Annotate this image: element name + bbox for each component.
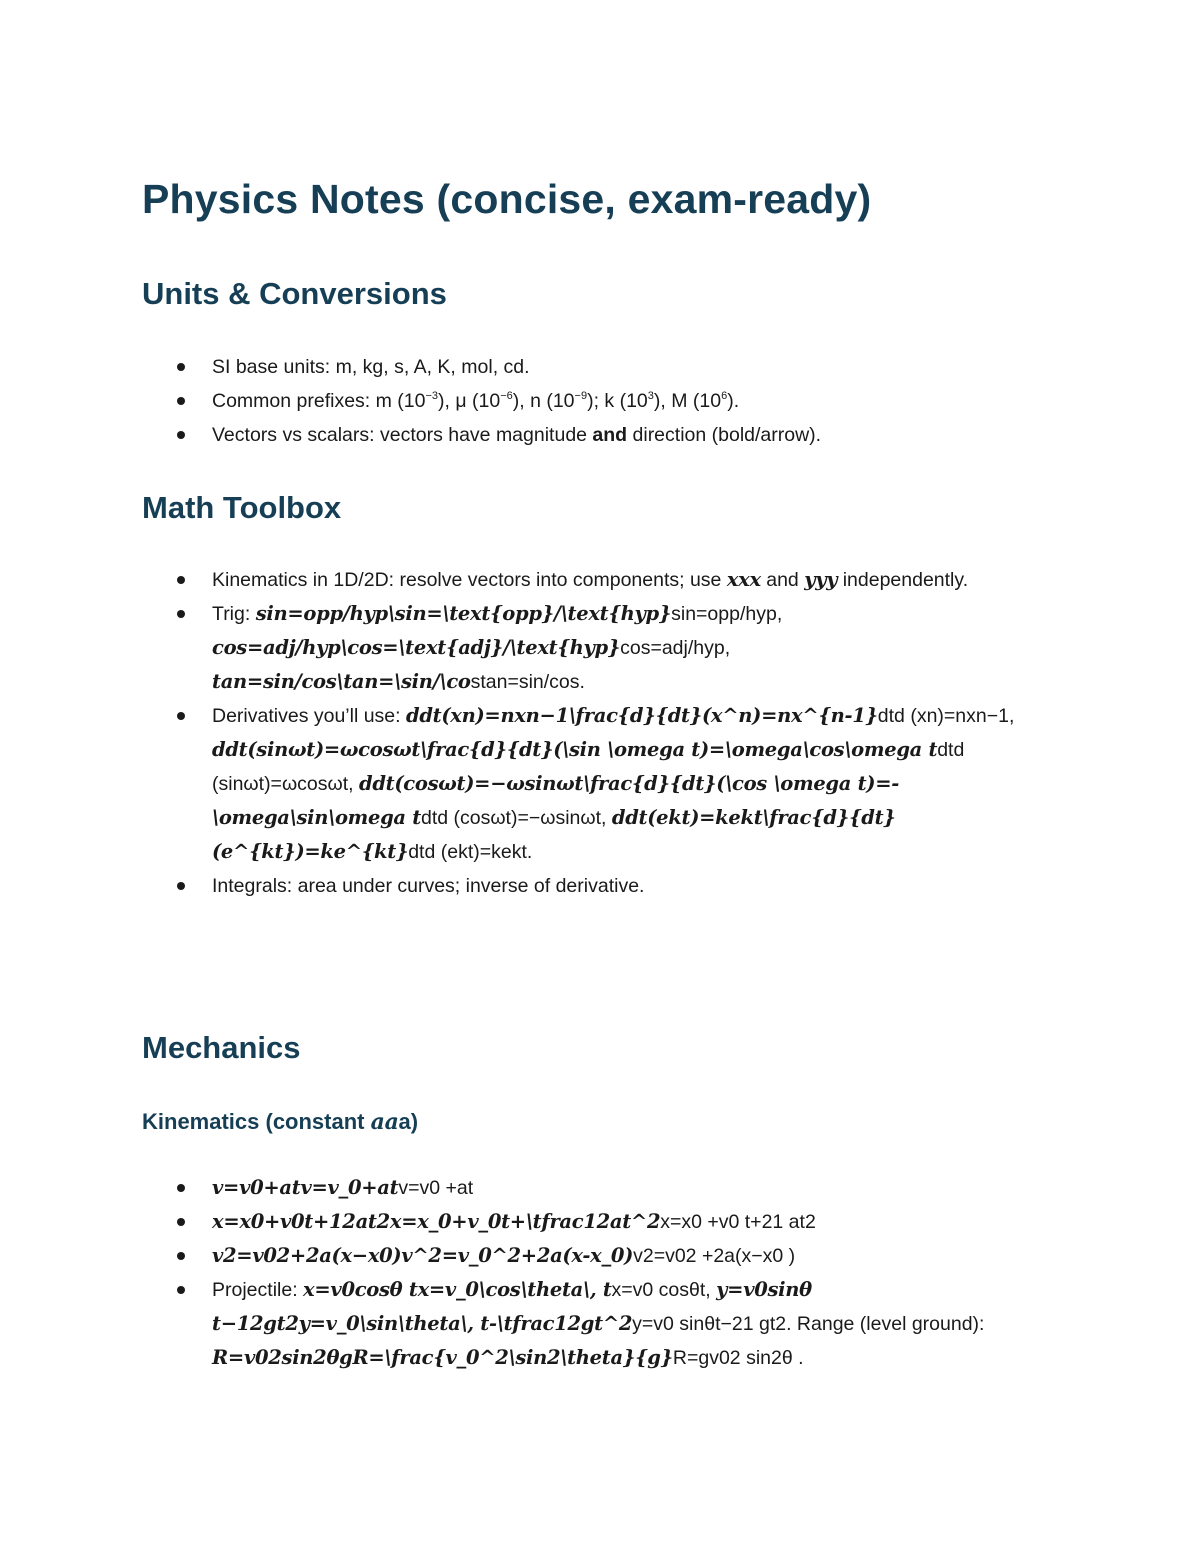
math-expression: sin⁡=opp/hyp\sin=\text{opp}/\text{hyp}	[255, 602, 672, 625]
math-expression: cos⁡=adj/hyp\cos=\text{adj}/\text{hyp}	[212, 636, 621, 659]
text-run: a)	[398, 1109, 419, 1134]
text-run: dtd (cosωt)=−ωsinωt,	[420, 807, 612, 829]
text-run: Trig:	[212, 603, 256, 625]
text-run: and	[760, 569, 805, 591]
math-expression: y=v0sin⁡θ t−12gt2y=v_0\sin\theta\, t-\tfrac12gt^2	[212, 1278, 812, 1335]
list-item	[0, 384, 1072, 418]
text-run: ), μ (10	[438, 390, 501, 412]
bold-text: and	[592, 424, 628, 446]
units-list	[0, 350, 1200, 452]
math-expression: ddt(cos⁡ωt)=−ωsin⁡ωt\frac{d}{dt}(\cos \omega t)=-\omega\sin\omega t	[212, 772, 900, 829]
math-expression: yyy	[804, 568, 838, 591]
math-expression: tan⁡=sin⁡/cos⁡\tan=\sin/\co	[212, 670, 471, 693]
mechanics-list	[0, 1171, 1200, 1375]
math-expression: v=v0+atv=v_0+at	[212, 1176, 399, 1199]
text-run: ).	[727, 390, 740, 412]
math-expression: R=v02sin⁡2θgR=\frac{v_0^2\sin2\theta}{g}	[212, 1346, 673, 1369]
text-run: Projectile:	[212, 1279, 304, 1301]
list-item	[0, 1205, 1072, 1239]
text-run: v2=v02 +2a(x−x0 )	[633, 1245, 796, 1267]
math-expression: x=x0+v0t+12at2x=x_0+v_0t+\tfrac12at^2	[212, 1210, 661, 1233]
text-run: ); k (10	[587, 390, 648, 412]
text-run: sin=opp/hyp,	[671, 603, 783, 625]
list-item: SI base units: m, kg, s, A, K, mol, cd.	[0, 350, 1072, 384]
text-run: direction (bold/arrow).	[627, 424, 822, 446]
text-run: Vectors vs scalars: vectors have magnitude	[212, 424, 593, 446]
exponent: −9	[574, 390, 588, 402]
exponent: −6	[500, 390, 513, 402]
math-expression: ddt(ekt)=kekt\frac{d}{dt}(e^{kt})=ke^{kt}	[212, 806, 896, 863]
math-expression: xxx	[726, 568, 761, 591]
math-expression: v2=v02+2a(x−x0)v^2=v_0^2+2a(x-x_0)	[212, 1244, 634, 1267]
text-run: dtd (xn)=nxn−1,	[877, 705, 1015, 727]
text-run: Kinematics (constant	[142, 1109, 371, 1134]
math-expression: ddt(sin⁡ωt)=ωcos⁡ωt\frac{d}{dt}(\sin \omega t)=\omega\cos\omega t	[212, 738, 938, 761]
math-list	[0, 563, 1200, 903]
text-run: v=v0 +at	[398, 1177, 474, 1199]
subheading-kinematics	[142, 1109, 418, 1135]
list-item	[0, 418, 1072, 452]
page-title: Physics Notes (concise, exam-ready)	[142, 176, 872, 222]
exponent: 3	[647, 390, 654, 402]
text-run: cos=adj/hyp,	[620, 637, 731, 659]
text-run: dtd (ekt)=kekt.	[408, 841, 533, 863]
list-item	[0, 597, 1072, 699]
list-item	[0, 563, 1072, 597]
text-run: independently.	[837, 569, 969, 591]
text-run: R=gv02 sin2θ .	[672, 1347, 804, 1369]
math-expression: aa	[370, 1109, 399, 1135]
list-item	[0, 1239, 1072, 1273]
text-run: x=v0 cosθt,	[611, 1279, 717, 1301]
math-expression: x=v0cos⁡θ tx=v_0\cos\theta\, t	[303, 1278, 612, 1301]
exponent: 6	[721, 390, 728, 402]
text-run: ), M (10	[653, 390, 722, 412]
heading-math-toolbox: Math Toolbox	[142, 490, 342, 525]
text-run: ), n (10	[512, 390, 575, 412]
text-run: dtd (sinωt)=ωcosωt,	[212, 739, 965, 795]
heading-units: Units & Conversions	[142, 276, 447, 311]
list-item	[0, 699, 1072, 869]
text-run: Common prefixes: m (10	[212, 390, 426, 412]
list-item	[0, 1273, 1072, 1375]
math-expression: ddt(xn)=nxn−1\frac{d}{dt}(x^n)=nx^{n-1}	[406, 704, 878, 727]
text-run: Kinematics in 1D/2D: resolve vectors into components; use	[212, 569, 727, 591]
list-item: Integrals: area under curves; inverse of derivative.	[0, 869, 1072, 903]
list-item	[0, 1171, 1072, 1205]
text-run: x=x0 +v0 t+21 at2	[660, 1211, 816, 1233]
text-run: Derivatives you’ll use:	[212, 705, 406, 727]
heading-mechanics: Mechanics	[142, 1030, 301, 1065]
text-run: y=v0 sinθt−21 gt2. Range (level ground):	[632, 1313, 985, 1335]
text-run: stan=sin/cos.	[470, 671, 585, 693]
exponent: −3	[425, 390, 439, 402]
